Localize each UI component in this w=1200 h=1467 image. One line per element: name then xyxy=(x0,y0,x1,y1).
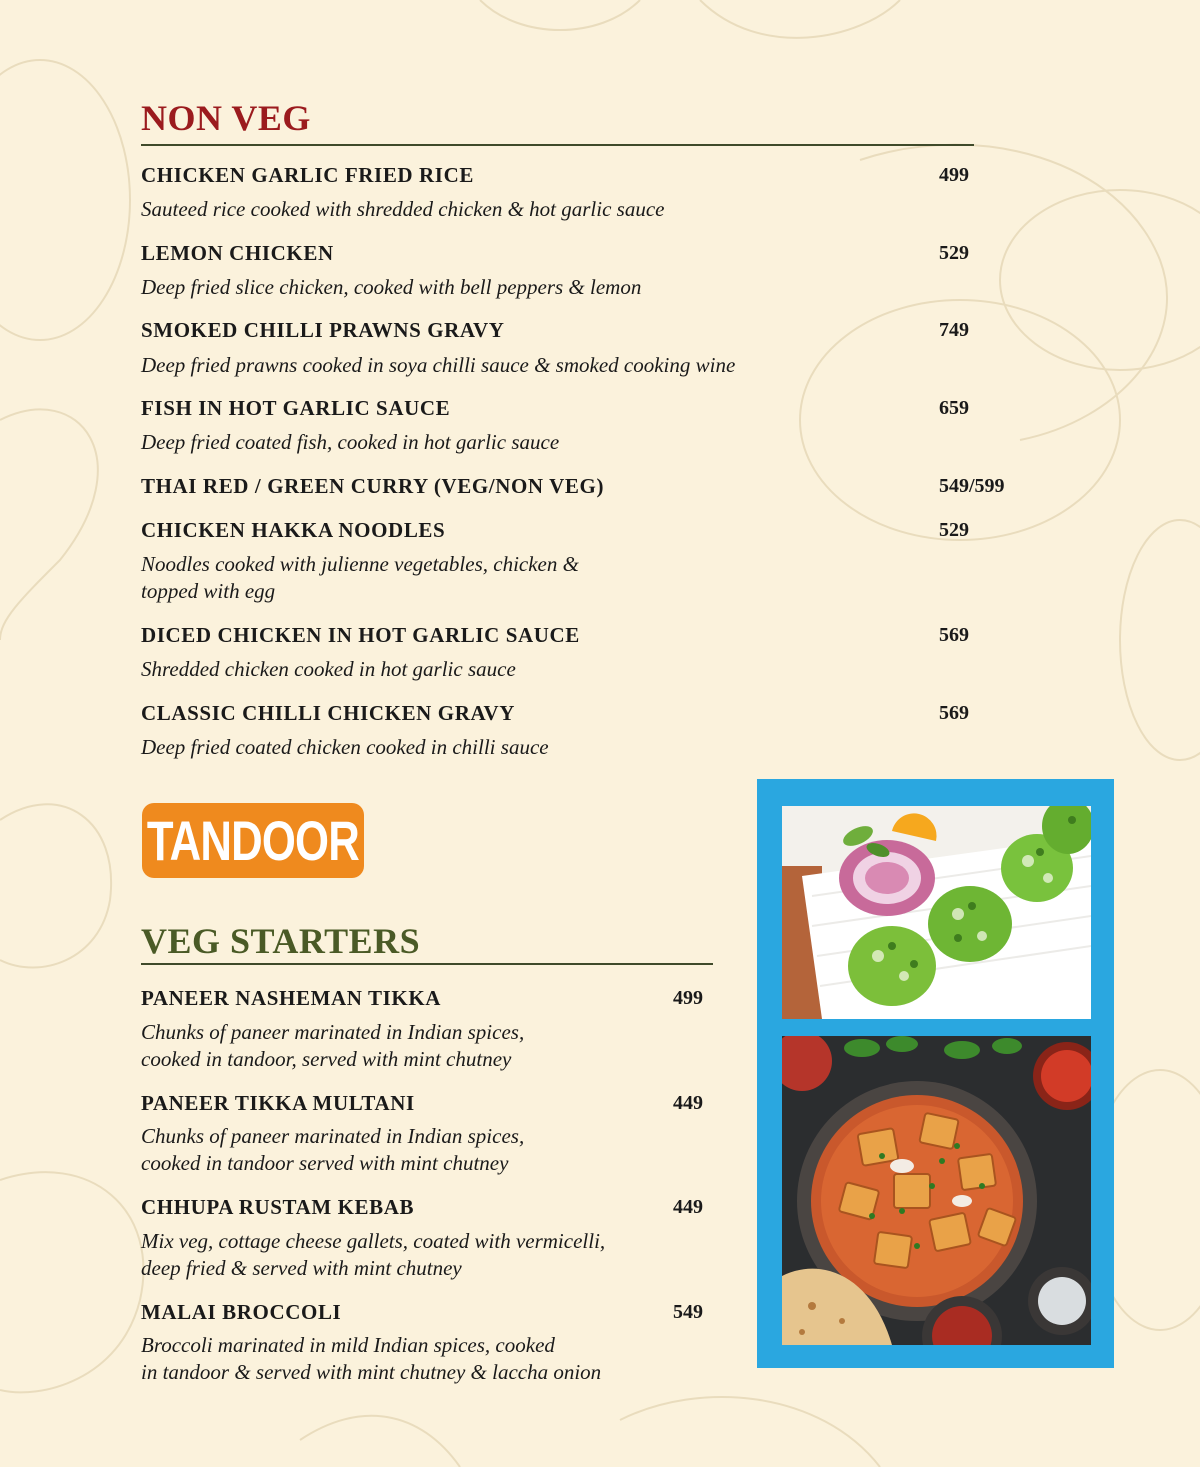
description-line: topped with egg xyxy=(141,579,276,603)
menu-item-price: 529 xyxy=(939,519,969,541)
menu-item-name: MALAI BROCCOLI xyxy=(141,1300,342,1324)
description-line: Noodles cooked with julienne vegetables, chicken & xyxy=(141,552,579,576)
description-line: Broccoli marinated in mild Indian spices, cooked xyxy=(141,1333,555,1357)
menu-item-name: CLASSIC CHILLI CHICKEN GRAVY xyxy=(141,701,516,725)
description-line: Chunks of paneer marinated in Indian spices, xyxy=(141,1124,525,1148)
menu-item-description: Shredded chicken cooked in hot garlic sauce xyxy=(141,657,516,681)
menu-item-name: PANEER NASHEMAN TIKKA xyxy=(141,986,442,1010)
menu-item-name: LEMON CHICKEN xyxy=(141,241,334,265)
veg-starters-divider xyxy=(141,963,713,965)
description-line: in tandoor & served with mint chutney & laccha onion xyxy=(141,1360,602,1384)
menu-item-price: 499 xyxy=(673,987,703,1009)
menu-item-description xyxy=(141,1332,601,1386)
menu-item-price: 569 xyxy=(939,702,969,724)
menu-item-name: SMOKED CHILLI PRAWNS GRAVY xyxy=(141,318,505,342)
menu-item-name: DICED CHICKEN IN HOT GARLIC SAUCE xyxy=(141,623,580,647)
menu-item-description xyxy=(141,1228,605,1282)
menu-item-description: Deep fried prawns cooked in soya chilli sauce & smoked cooking wine xyxy=(141,353,736,377)
non-veg-divider xyxy=(141,144,974,146)
description-line: cooked in tandoor served with mint chutney xyxy=(141,1151,509,1175)
menu-item-price: 549 xyxy=(673,1301,703,1323)
menu-item-name: CHHUPA RUSTAM KEBAB xyxy=(141,1195,415,1219)
menu-item-name: CHICKEN HAKKA NOODLES xyxy=(141,518,446,542)
menu-item-name: THAI RED / GREEN CURRY (VEG/NON VEG) xyxy=(141,474,605,498)
description-line: cooked in tandoor, served with mint chutney xyxy=(141,1047,512,1071)
menu-item-name: CHICKEN GARLIC FRIED RICE xyxy=(141,163,474,187)
menu-item-name: FISH IN HOT GARLIC SAUCE xyxy=(141,396,451,420)
menu-item-price: 449 xyxy=(673,1092,703,1114)
menu-item-description xyxy=(141,1123,524,1177)
menu-item-description: Sauteed rice cooked with shredded chicken & hot garlic sauce xyxy=(141,197,665,221)
veg-starters-heading: VEG STARTERS xyxy=(141,921,421,961)
menu-item-name: PANEER TIKKA MULTANI xyxy=(141,1091,415,1115)
menu-item-description xyxy=(141,551,579,605)
broccoli-kebab-photo xyxy=(782,806,1091,1019)
menu-item-price: 569 xyxy=(939,624,969,646)
menu-item-price: 659 xyxy=(939,397,969,419)
description-line: Chunks of paneer marinated in Indian spices, xyxy=(141,1020,525,1044)
menu-item-price: 449 xyxy=(673,1196,703,1218)
menu-item-price: 749 xyxy=(939,319,969,341)
menu-item-description: Deep fried coated fish, cooked in hot garlic sauce xyxy=(141,430,560,454)
paneer-curry-photo xyxy=(782,1036,1091,1345)
menu-item-description xyxy=(141,1019,524,1073)
description-line: Mix veg, cottage cheese gallets, coated with vermicelli, xyxy=(141,1229,606,1253)
tandoor-badge-label: TANDOOR xyxy=(146,809,360,872)
menu-item-description: Deep fried slice chicken, cooked with bell peppers & lemon xyxy=(141,275,642,299)
menu-item-price: 549/599 xyxy=(939,475,1005,497)
menu-item-price: 499 xyxy=(939,164,969,186)
non-veg-heading: NON VEG xyxy=(141,98,311,138)
menu-item-price: 529 xyxy=(939,242,969,264)
menu-item-description: Deep fried coated chicken cooked in chilli sauce xyxy=(141,735,549,759)
description-line: deep fried & served with mint chutney xyxy=(141,1256,462,1280)
tandoor-badge xyxy=(142,803,364,878)
